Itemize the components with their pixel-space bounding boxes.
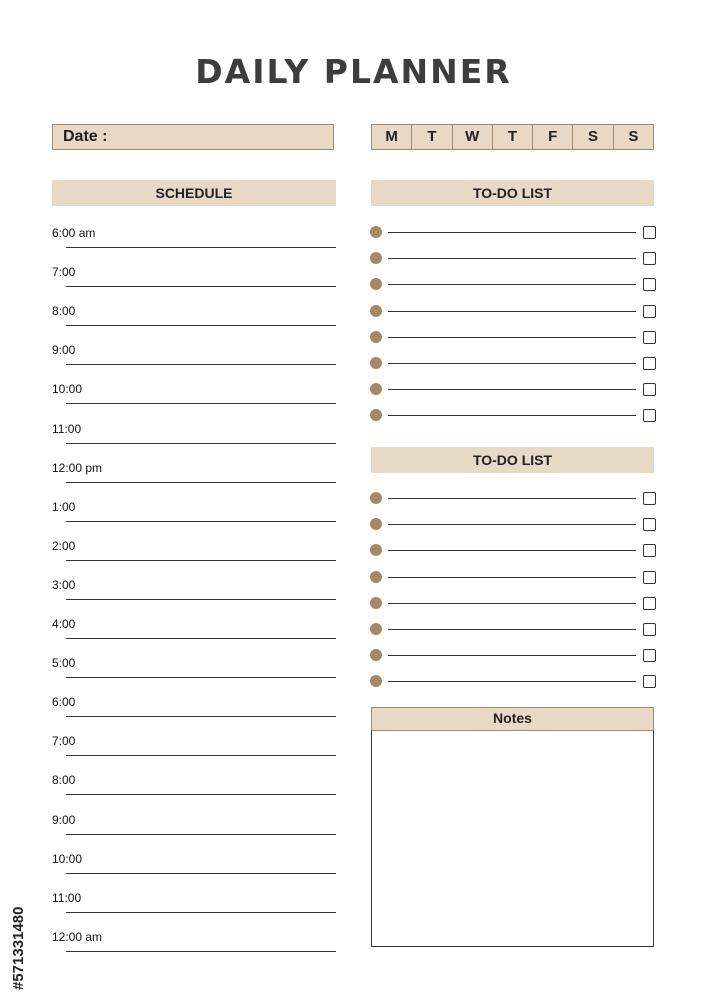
todo-checkbox[interactable] bbox=[643, 331, 656, 344]
schedule-row[interactable] bbox=[52, 734, 336, 754]
todo-checkbox[interactable] bbox=[643, 518, 656, 531]
todo-list-2-heading: TO-DO LIST bbox=[371, 447, 654, 473]
schedule-entry-line bbox=[66, 443, 336, 444]
schedule-row[interactable] bbox=[52, 226, 336, 246]
schedule-entry-line bbox=[66, 325, 336, 326]
schedule-row[interactable] bbox=[52, 695, 336, 715]
bullet-dot-icon bbox=[370, 571, 382, 583]
schedule-row[interactable] bbox=[52, 617, 336, 637]
schedule-time-label: 10:00 bbox=[52, 382, 83, 397]
schedule-entry-line bbox=[66, 247, 336, 248]
todo-item bbox=[370, 648, 656, 662]
schedule-row[interactable] bbox=[52, 382, 336, 402]
bullet-dot-icon bbox=[370, 518, 382, 530]
todo-checkbox[interactable] bbox=[643, 226, 656, 239]
todo-entry-line[interactable] bbox=[388, 415, 636, 416]
bullet-dot-icon bbox=[370, 597, 382, 609]
schedule-entry-line bbox=[66, 794, 336, 795]
todo-checkbox[interactable] bbox=[643, 492, 656, 505]
todo-checkbox[interactable] bbox=[643, 597, 656, 610]
schedule-time-label: 10:00 bbox=[52, 851, 83, 866]
todo-checkbox[interactable] bbox=[643, 278, 656, 291]
schedule-entry-line bbox=[66, 482, 336, 483]
todo-entry-line[interactable] bbox=[388, 337, 636, 338]
todo-entry-line[interactable] bbox=[388, 681, 636, 682]
schedule-time-label: 9:00 bbox=[52, 812, 76, 827]
schedule-time-label: 12:00 pm bbox=[52, 460, 103, 475]
todo-item bbox=[370, 304, 656, 318]
bullet-dot-icon bbox=[370, 383, 382, 395]
schedule-entry-line bbox=[66, 403, 336, 404]
todo-item bbox=[370, 622, 656, 636]
bullet-dot-icon bbox=[370, 675, 382, 687]
schedule-entry-line bbox=[66, 951, 336, 952]
weekday-tuesday[interactable]: T bbox=[412, 125, 452, 149]
schedule-row[interactable] bbox=[52, 813, 336, 833]
schedule-time-label: 7:00 bbox=[52, 265, 76, 280]
schedule-row[interactable] bbox=[52, 891, 336, 911]
notes-heading: Notes bbox=[371, 707, 654, 731]
todo-checkbox[interactable] bbox=[643, 305, 656, 318]
todo-entry-line[interactable] bbox=[388, 655, 636, 656]
todo-entry-line[interactable] bbox=[388, 363, 636, 364]
todo-item bbox=[370, 382, 656, 396]
schedule-row[interactable] bbox=[52, 265, 336, 285]
schedule-entry-line bbox=[66, 521, 336, 522]
todo-checkbox[interactable] bbox=[643, 409, 656, 422]
schedule-time-label: 3:00 bbox=[52, 577, 76, 592]
schedule-entry-line bbox=[66, 364, 336, 365]
todo-item bbox=[370, 543, 656, 557]
schedule-time-label: 2:00 bbox=[52, 538, 76, 553]
schedule-row[interactable] bbox=[52, 304, 336, 324]
schedule-row[interactable] bbox=[52, 578, 336, 598]
schedule-row[interactable] bbox=[52, 422, 336, 442]
weekday-sunday[interactable]: S bbox=[628, 128, 639, 145]
schedule-time-label: 6:00 bbox=[52, 695, 76, 710]
todo-item bbox=[370, 570, 656, 584]
todo-item bbox=[370, 517, 656, 531]
schedule-time-label: 1:00 bbox=[52, 499, 76, 514]
bullet-dot-icon bbox=[370, 252, 382, 264]
schedule-entry-line bbox=[66, 716, 336, 717]
todo-item bbox=[370, 356, 656, 370]
bullet-dot-icon bbox=[370, 305, 382, 317]
todo-checkbox[interactable] bbox=[643, 623, 656, 636]
schedule-row[interactable] bbox=[52, 930, 336, 950]
schedule-time-label: 6:00 am bbox=[52, 226, 96, 240]
weekday-wednesday[interactable]: W bbox=[453, 125, 493, 149]
schedule-entry-line bbox=[66, 755, 336, 756]
todo-checkbox[interactable] bbox=[643, 544, 656, 557]
schedule-entry-line bbox=[66, 912, 336, 913]
todo-item bbox=[370, 251, 656, 265]
todo-entry-line[interactable] bbox=[388, 311, 636, 312]
schedule-time-label: 8:00 bbox=[52, 773, 76, 788]
date-label: Date : bbox=[63, 128, 108, 145]
schedule-entry-line bbox=[66, 873, 336, 874]
schedule-entry-line bbox=[66, 638, 336, 639]
schedule-entry-line bbox=[66, 560, 336, 561]
schedule-row[interactable] bbox=[52, 461, 336, 481]
weekday-selector bbox=[371, 124, 654, 150]
todo-entry-line[interactable] bbox=[388, 524, 636, 525]
schedule-row[interactable] bbox=[52, 343, 336, 363]
todo-checkbox[interactable] bbox=[643, 357, 656, 370]
todo-checkbox[interactable] bbox=[643, 571, 656, 584]
todo-entry-line[interactable] bbox=[388, 550, 636, 551]
todo-checkbox[interactable] bbox=[643, 675, 656, 688]
schedule-entry-line bbox=[66, 834, 336, 835]
todo-entry-line[interactable] bbox=[388, 577, 636, 578]
todo-checkbox[interactable] bbox=[643, 252, 656, 265]
schedule-time-label: 7:00 bbox=[52, 734, 76, 749]
todo-list-1-heading: TO-DO LIST bbox=[371, 180, 654, 206]
schedule-row[interactable] bbox=[52, 539, 336, 559]
todo-item bbox=[370, 225, 656, 239]
todo-entry-line[interactable] bbox=[388, 498, 636, 499]
todo-entry-line[interactable] bbox=[388, 629, 636, 630]
bullet-dot-icon bbox=[370, 544, 382, 556]
schedule-row[interactable] bbox=[52, 773, 336, 793]
schedule-entry-line bbox=[66, 677, 336, 678]
todo-checkbox[interactable] bbox=[643, 649, 656, 662]
schedule-entry-line bbox=[66, 286, 336, 287]
todo-entry-line[interactable] bbox=[388, 258, 636, 259]
todo-entry-line[interactable] bbox=[388, 603, 636, 604]
todo-entry-line[interactable] bbox=[388, 232, 636, 233]
date-field[interactable] bbox=[52, 124, 334, 150]
schedule-time-label: 5:00 bbox=[52, 656, 76, 671]
todo-item bbox=[370, 596, 656, 610]
schedule-time-label: 4:00 bbox=[52, 617, 76, 631]
bullet-dot-icon bbox=[370, 492, 382, 504]
weekday-thursday[interactable]: T bbox=[493, 125, 533, 149]
todo-item bbox=[370, 277, 656, 291]
bullet-dot-icon bbox=[370, 409, 382, 421]
page-title: DAILY PLANNER bbox=[195, 52, 512, 91]
schedule-entry-line bbox=[66, 599, 336, 600]
weekday-monday[interactable]: M bbox=[372, 125, 412, 149]
schedule-time-label: 12:00 am bbox=[52, 929, 103, 944]
weekday-saturday[interactable]: S bbox=[573, 125, 613, 149]
bullet-dot-icon bbox=[370, 623, 382, 635]
bullet-dot-icon bbox=[370, 331, 382, 343]
todo-item bbox=[370, 408, 656, 422]
stock-id-watermark: #571331480 bbox=[10, 906, 27, 990]
weekday-friday[interactable]: F bbox=[533, 125, 573, 149]
schedule-row[interactable] bbox=[52, 852, 336, 872]
bullet-dot-icon bbox=[370, 278, 382, 290]
schedule-heading: SCHEDULE bbox=[52, 180, 336, 206]
schedule-time-label: 11:00 bbox=[52, 890, 82, 905]
todo-item bbox=[370, 491, 656, 505]
todo-item bbox=[370, 674, 656, 688]
bullet-dot-icon bbox=[370, 226, 382, 238]
bullet-dot-icon bbox=[370, 649, 382, 661]
schedule-time-label: 9:00 bbox=[52, 343, 76, 358]
schedule-time-label: 11:00 bbox=[52, 421, 82, 436]
todo-checkbox[interactable] bbox=[643, 383, 656, 396]
todo-entry-line[interactable] bbox=[388, 284, 636, 285]
notes-area[interactable] bbox=[371, 730, 654, 947]
todo-item bbox=[370, 330, 656, 344]
schedule-row[interactable] bbox=[52, 500, 336, 520]
schedule-time-label: 8:00 bbox=[52, 304, 76, 319]
schedule-row[interactable] bbox=[52, 656, 336, 676]
todo-entry-line[interactable] bbox=[388, 389, 636, 390]
bullet-dot-icon bbox=[370, 357, 382, 369]
